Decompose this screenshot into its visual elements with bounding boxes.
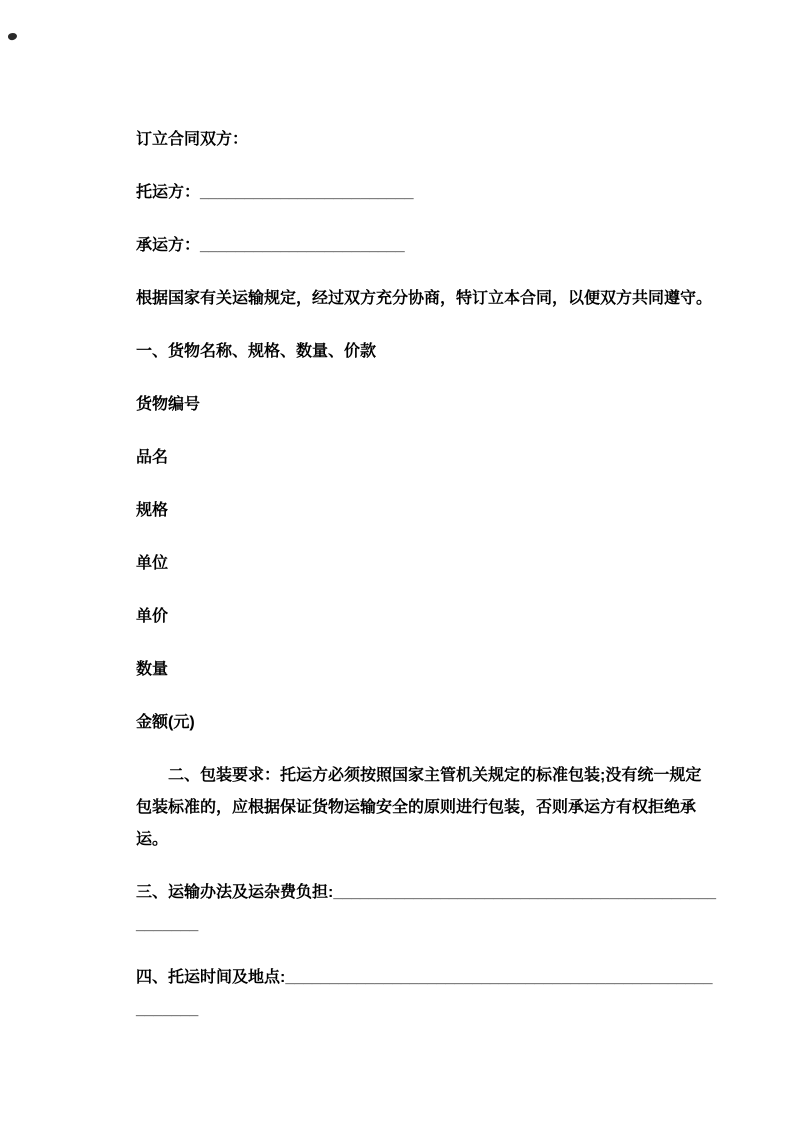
carrier-blank: _______________________ — [200, 237, 405, 254]
carrier-line — [136, 230, 717, 262]
field-unit: 单位 — [136, 555, 169, 572]
section3-label: 三、运输办法及运杂费负担: — [136, 884, 334, 901]
carrier-label: 承运方： — [136, 237, 201, 254]
shipper-blank: ________________________ — [200, 184, 414, 201]
section1-heading: 一、货物名称、规格、数量、价款 — [136, 343, 377, 360]
preamble-paragraph: 根据国家有关运输规定，经过双方充分协商，特订立本合同，以便双方共同遵守。 — [136, 290, 713, 307]
section3-blank: __________________________________________________ — [136, 884, 716, 933]
field-specification: 规格 — [136, 502, 169, 519]
field-quantity: 数量 — [136, 661, 169, 678]
section4-blank: _______________________________________________________ — [136, 969, 713, 1018]
section4-label: 四、托运时间及地点: — [136, 969, 286, 986]
field-product-name: 品名 — [136, 449, 169, 466]
scan-artifact — [7, 32, 18, 41]
shipper-line — [136, 177, 717, 209]
shipper-label: 托运方： — [136, 184, 201, 201]
field-unit-price: 单价 — [136, 608, 169, 625]
field-amount: 金额(元) — [136, 714, 195, 731]
section2-paragraph: 二、包装要求：托运方必须按照国家主管机关规定的标准包装;没有统一规定包装标准的，应根据保证货物运输安全的原则进行包装，否则承运方有权拒绝承运。 — [136, 767, 702, 848]
section3-line — [136, 877, 717, 941]
field-goods-number: 货物编号 — [136, 396, 201, 413]
section4-line — [136, 962, 717, 1026]
parties-intro: 订立合同双方： — [136, 131, 249, 148]
